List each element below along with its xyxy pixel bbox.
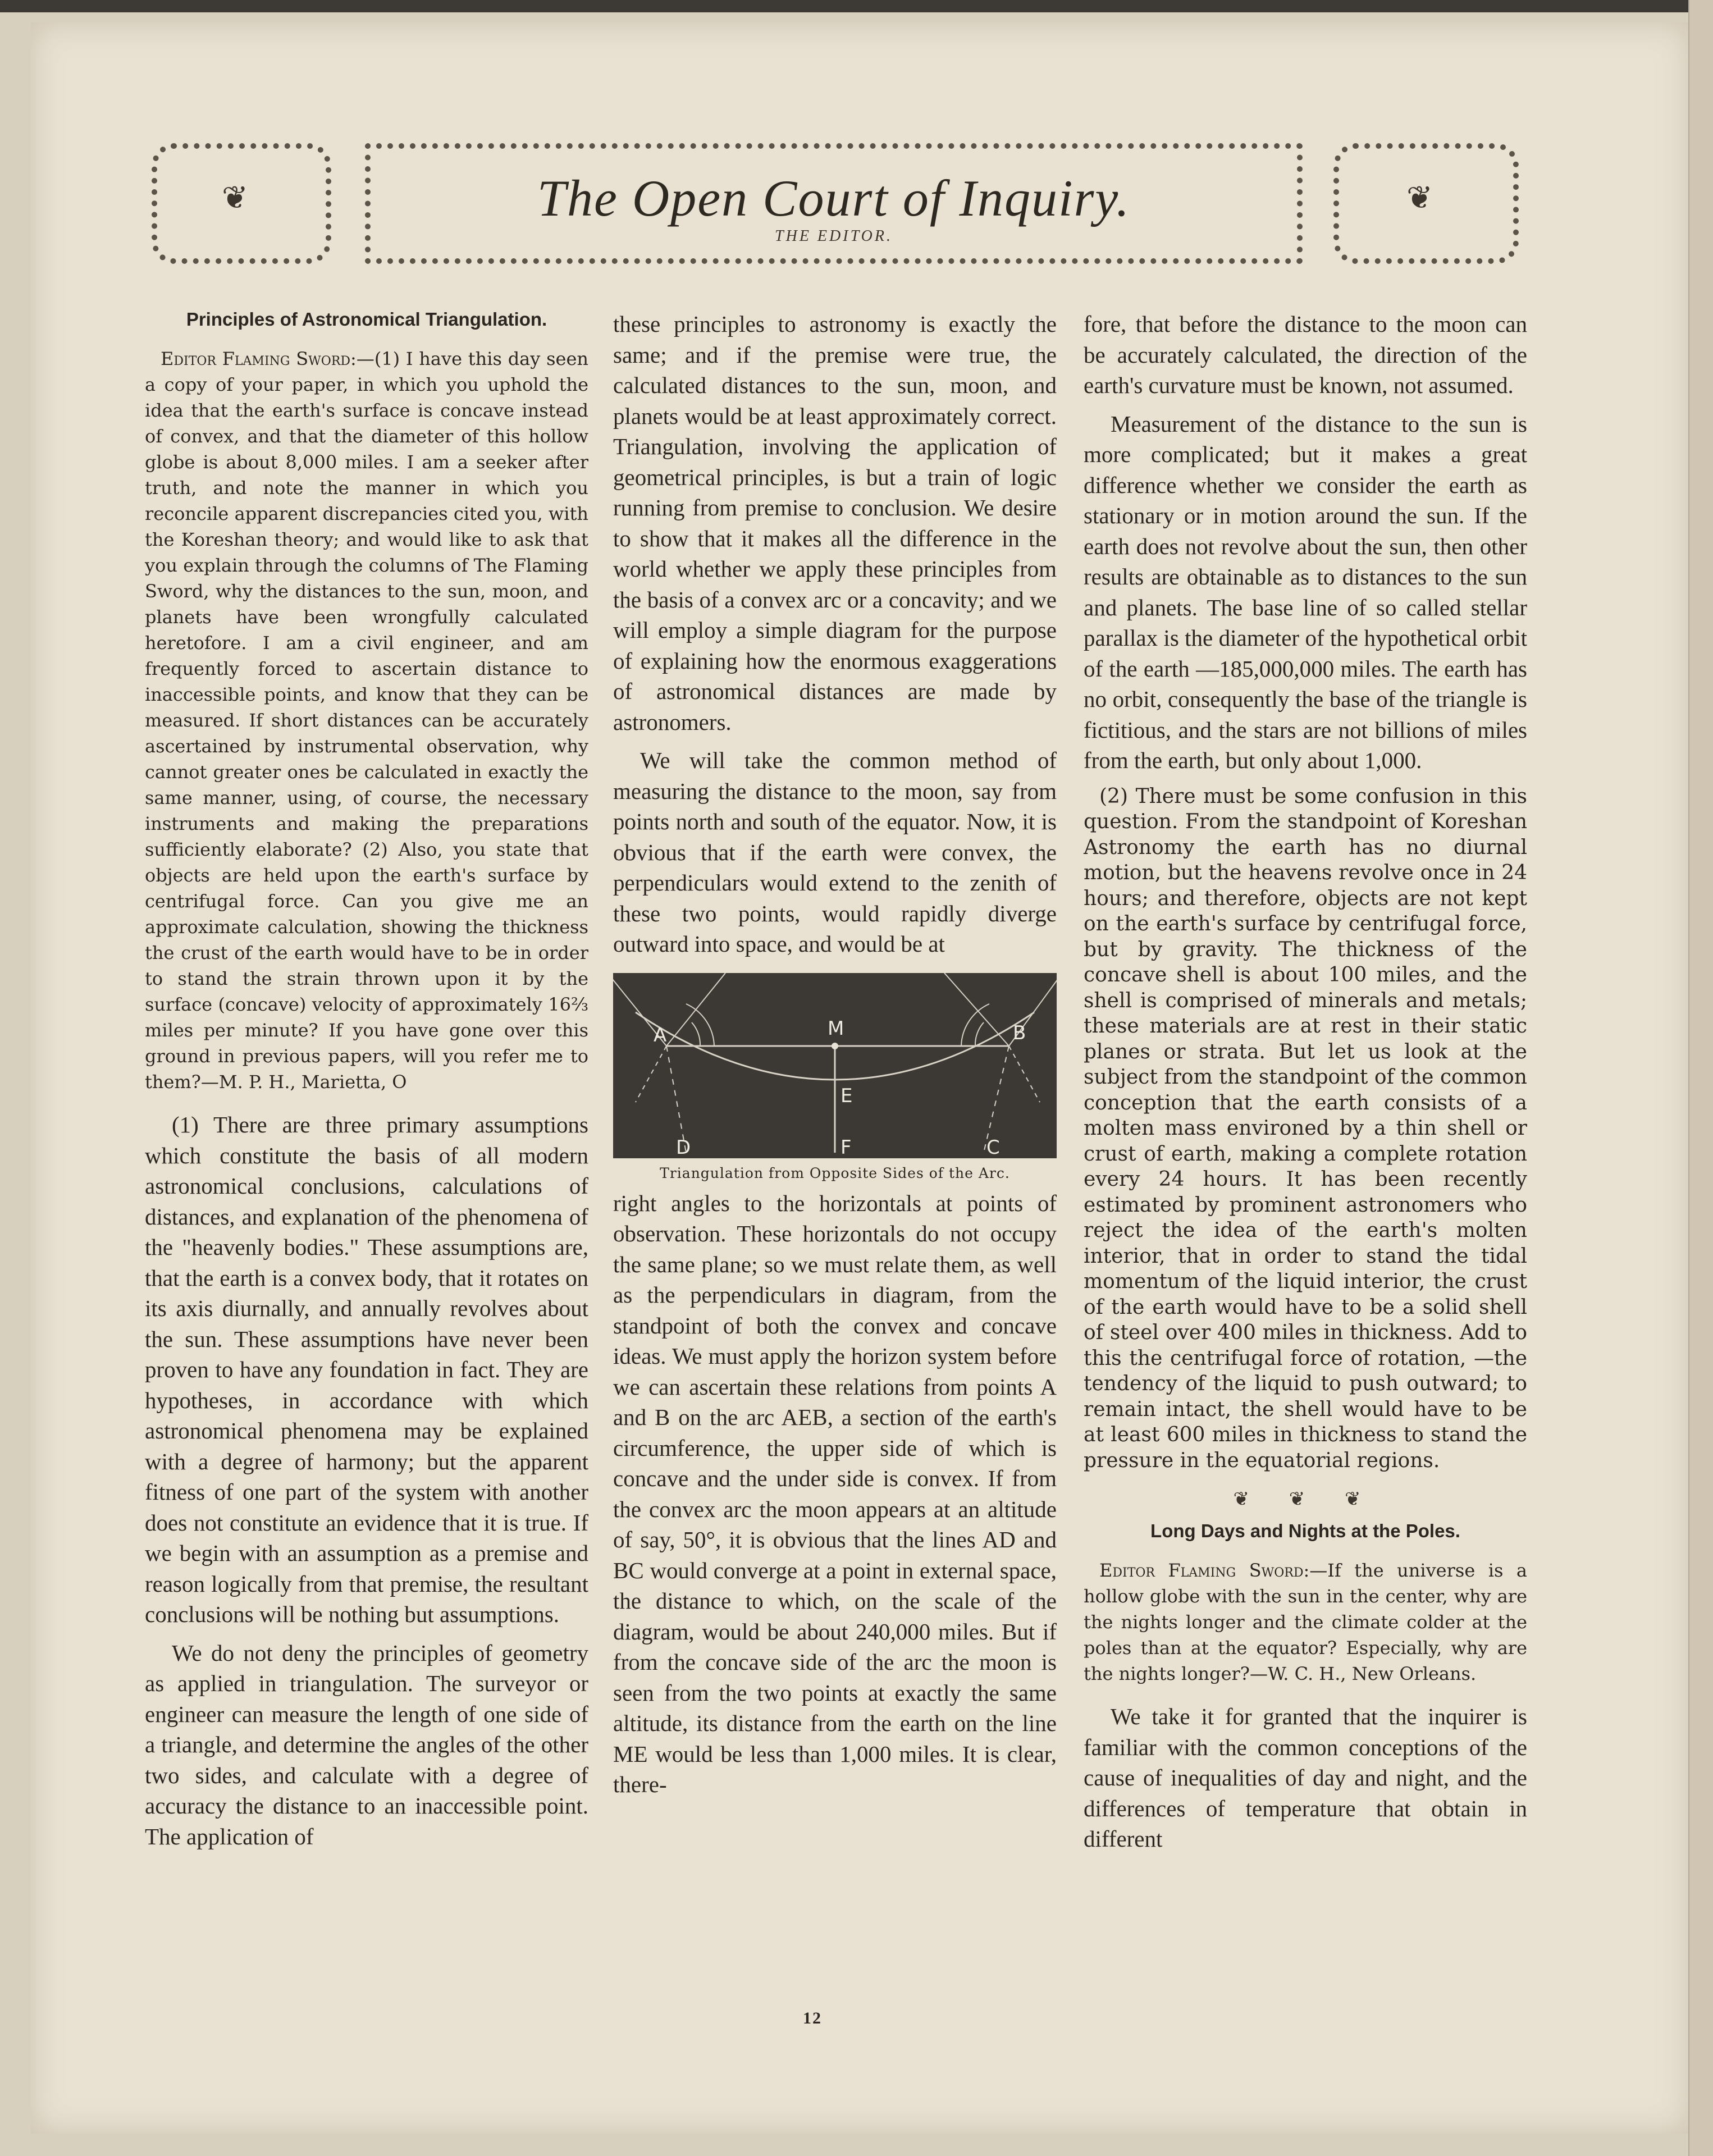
section-ornaments: ❦ ❦ ❦ [1233, 1488, 1378, 1510]
paragraph: Measurement of the distance to the sun is more complicated; but it makes a great difference whether we consider the earth as stationary or in motion around the sun. If the earth does not revolve about the sun, then other results are obtainable as to distances to the sun and planets. The base line of so called stellar parallax is the diameter of the hypothetical orbit of the earth —185,000,000 miles. The earth has no orbit, consequently the base of the triangle is fictitious, and the stars are not billions of miles from the earth, but only about 1,000. [1084, 410, 1527, 773]
page-title: The Open Court of Inquiry. [537, 170, 1131, 227]
triangulation-diagram [613, 973, 1057, 1158]
letter-salutation: Editor Flaming Sword: [161, 348, 357, 369]
fleur-icon: ❦ [222, 180, 248, 216]
letter-salutation: Editor Flaming Sword: [1099, 1560, 1310, 1581]
label-b: B [1013, 1021, 1026, 1044]
fleur-icon: ❦ [1406, 180, 1433, 216]
reader-letter [1084, 1557, 1527, 1687]
paragraph: fore, that before the distance to the moon can be accurately calculated, the direction of the earth's curvature must be known, not assumed. [1084, 311, 1527, 398]
reader-letter [145, 346, 588, 1095]
paragraph: We will take the common method of measuring the distance to the moon, say from points north and south of the equator. Now, it is obvious that if the earth were convex, the perpendiculars would extend to the zenith of these two points, would rapidly diverge outward into space, and would be at [613, 747, 1057, 957]
triangulation-figure [613, 973, 1057, 1181]
paragraph: these principles to astronomy is exactly the same; and if the premise were true, the calculated distances to the sun, moon, and planets would be at least approximately correct. Triangulation, involving the application of geometrical principles, is but a train of logic running from premise to conclusion. We desire to show that it makes all the difference in the world whether we apply these principles from the basis of a convex arc or a concavity; and we will employ a simple diagram for the purpose of explaining how the enormous exaggerations of astronomical distances are made by astronomers. [613, 311, 1057, 735]
label-f: F [840, 1136, 852, 1158]
label-a: A [654, 1024, 667, 1047]
letter-body: —If the universe is a hollow globe with the sun in the center, why are the nights longer and the climate colder at the poles than at the equator? Especially, why are the nights longer?—W. C. H., New Orleans. [1084, 1560, 1528, 1684]
label-d: D [676, 1136, 691, 1158]
binding-strip [1688, 0, 1713, 2156]
paragraph: (2) There must be some confusion in this question. From the standpoint of Koreshan Astronomy the earth has no diurnal motion, but the heavens revolve once in 24 hours; and therefore, objects are not kept on the earth's surface by centrifugal force, but by gravity. The thickness of the concave shell is about 100 miles, and the shell is comprised of minerals and metals; these materials are at rest in their static planes or strata. But let us look at the subject from the standpoint of the common conception that the earth consists of a molten mass environed by a thin shell or crust of earth, making a complete rotation every 24 hours. It has been recently estimated by prominent astronomers who reject the idea of the earth's molten interior, that in order to stand the tidal momentum of the liquid interior, the crust of the earth would have to be a solid shell of steel over 400 miles in thickness. Add to this the centrifugal force of rotation, —the tendency of the liquid to push outward; to remain intact, the shell would have to be at least 600 miles in thickness to stand the pressure in the equatorial regions. [1084, 784, 1527, 1472]
column-2 [613, 309, 1057, 1800]
article-heading: Principles of Astronomical Triangulation. [186, 309, 547, 330]
paragraph: right angles to the horizontals at points of observation. These horizontals do not occupy the same plane; so we must relate them, as well as the perpendiculars in diagram, from the standpoint of both the convex and concave ideas. We must apply the horizon system before we can ascertain these relations from points A and B on the arc AEB, a section of the earth's circumference, the upper side of which is concave and the under side is convex. If from the convex arc the moon appears at an altitude of say, 50°, it is obvious that the lines AD and BC would converge at a point in external space, the distance to which, on the scale of the diagram, would be about 240,000 miles. But if from the concave side of the arc the moon is seen from the two points at exactly the same altitude, its distance from the earth on the line ME would be less than 1,000 miles. It is clear, there- [613, 1190, 1057, 1797]
article-heading: Long Days and Nights at the Poles. [1150, 1520, 1460, 1541]
figure-caption: Triangulation from Opposite Sides of the Arc. [660, 1164, 1010, 1181]
paragraph: We take it for granted that the inquirer is familiar with the common conceptions of the cause of inequalities of day and night, and the differences of temperature that obtain in different [1084, 1703, 1527, 1852]
point-m [832, 1043, 838, 1049]
column-1 [145, 309, 588, 1852]
label-c: C [986, 1136, 1000, 1158]
editor-byline: THE EDITOR. [775, 227, 893, 245]
label-m: M [828, 1017, 844, 1040]
top-edge [0, 0, 1713, 12]
letter-body: —(1) I have this day seen a copy of your paper, in which you uphold the idea that the earth's surface is concave instead of convex, and that the diameter of this hollow globe is about 8,000 miles. I am a seeker after truth, and note the manner in which you reconcile apparent discrepancies cited you, with the Koreshan theory; and would like to ask that you explain through the columns of The Flaming Sword, why the distances to the sun, moon, and planets have been wrongfully calculated heretofore. I am a civil engineer, and am frequently forced to ascertain distance to inaccessible points, and know that they can be measured. If short distances can be accurately ascertained by instrumental observation, why cannot greater ones be calculated in exactly the same manner, using, of course, the necessary instruments and making the preparations sufficiently elaborate? (2) Also, you state that objects are held upon the earth's surface by centrifugal force. Can you give me an approximate calculation, showing the thickness the crust of the earth would have to be in order to stand the strain thrown upon it by the surface (concave) velocity of approximately 16⅔ miles per minute? If you have gone over this ground in previous papers, will you refer me to them?—M. P. H., Marietta, O [145, 348, 589, 1093]
page-number: 12 [803, 2009, 822, 2027]
paragraph: We do not deny the principles of geometry as applied in triangulation. The surveyor or engineer can measure the length of one side of a triangle, and determine the angles of the other two sides, and calculate with a degree of accuracy the distance to an inaccessible point. The application of [145, 1639, 588, 1849]
paragraph: (1) There are three primary assumptions which constitute the basis of all modern astronomical conclusions, calculations of distances, and explanation of the phenomena of the "heavenly bodies." These assumptions are, that the earth is a convex body, that it rotates on its axis diurnally, and annually revolves about the sun. These assumptions have never been proven to have any foundation in fact. They are hypotheses, in accordance with which astronomical phenomena may be explained with a degree of harmony; but the apparent fitness of one part of the system with another does not constitute an evidence that it is true. If we begin with an assumption as a premise and reason logically from that premise, the resultant conclusions will be nothing but assumptions. [145, 1112, 588, 1627]
label-e: E [840, 1084, 853, 1107]
column-3 [1084, 309, 1527, 1854]
